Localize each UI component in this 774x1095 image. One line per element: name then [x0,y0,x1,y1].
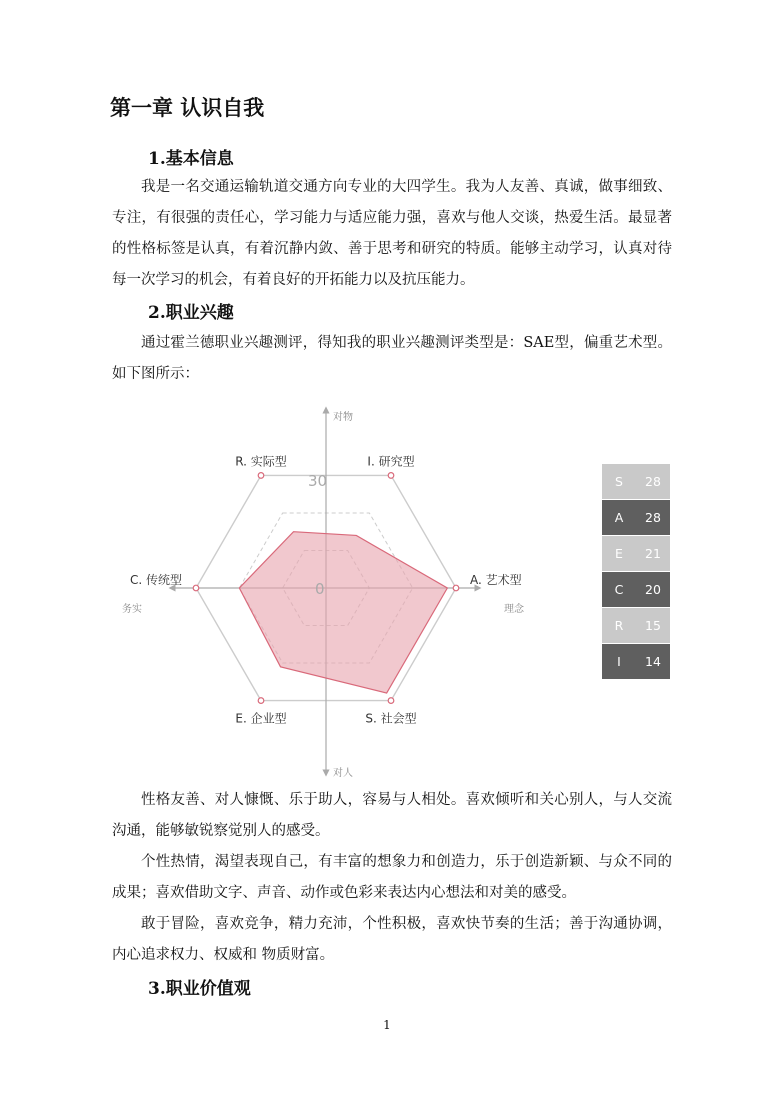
paragraph-basic-info: 我是一名交通运输轨道交通方向专业的大四学生。我为人友善、真诚，做事细致、专注，有很强的责任心，学习能力与适应能力强，喜欢与他人交谈，热爱生活。最显著的性格标签是认真，有着沉静内敛、善于思考和研究的特质。能够主动学习，认真对待每一次学习的机会，有着良好的开拓能力以及抗压能力。 [112,179,672,288]
score-value: 21 [645,546,661,561]
section-title-career-values: 3.职业价值观 [148,979,251,999]
vertex-marker [388,698,394,704]
paragraph-trait-social: 性格友善、对人慷慨、乐于助人，容易与人相处。喜欢倾听和关心别人，与人交流沟通，能够敏锐察觉别人的感受。 [112,792,672,839]
section-title-career-interest: 2.职业兴趣 [148,303,234,323]
scale-center-label: 0 [315,580,325,598]
score-row [602,500,670,535]
score-key: S [615,474,623,489]
score-row [602,608,670,643]
score-value: 20 [645,582,661,597]
paragraph-career-interest: 通过霍兰德职业兴趣测评，得知我的职业兴趣测评类型是：SAE型，偏重艺术型。如下图所示： [112,335,672,382]
scale-max-label: 30 [308,472,328,490]
score-key: A [614,510,624,525]
paragraph-trait-artistic: 个性热情，渴望表现自己，有丰富的想象力和创造力，乐于创造新颖、与众不同的成果；喜欢借助文字、声音、动作或色彩来表达内心想法和对美的感受。 [112,854,672,901]
vertex-marker [388,473,394,479]
direction-label-right: 理念 [504,604,524,615]
vertex-marker [258,473,264,479]
vertex-marker [453,585,459,591]
axis-label: R. 实际型 [235,454,287,469]
direction-label-bottom: 对人 [333,768,353,779]
score-key: I [617,654,621,669]
score-value: 28 [645,510,661,525]
score-row [602,536,670,571]
axis-label: S. 社会型 [365,711,417,726]
axis-label: E. 企业型 [235,711,287,726]
score-row [602,572,670,607]
page-number: 1 [383,1018,391,1032]
holland-radar-chart [100,398,560,783]
direction-label-left: 务实 [122,604,142,615]
paragraph-trait-enterprising: 敢于冒险，喜欢竞争，精力充沛，个性积极，喜欢快节奏的生活；善于沟通协调，内心追求权力、权威和 物质财富。 [112,916,672,963]
score-key: E [615,546,623,561]
vertex-marker [258,698,264,704]
score-row [602,644,670,679]
score-key: C [614,582,624,597]
score-value: 14 [645,654,661,669]
score-row [602,464,670,499]
axis-label: I. 研究型 [367,454,415,469]
direction-label-top: 对物 [333,412,353,423]
axis-label: C. 传统型 [129,573,182,587]
score-value: 28 [645,474,661,489]
section-title-basic-info: 1.基本信息 [148,149,234,169]
chapter-title: 第一章 认识自我 [110,96,265,120]
score-key: R [614,618,624,633]
score-value: 15 [645,618,661,633]
score-table [602,464,670,680]
vertex-marker [193,585,199,591]
radar-data-area [239,532,447,693]
axis-label: A. 艺术型 [470,573,522,587]
